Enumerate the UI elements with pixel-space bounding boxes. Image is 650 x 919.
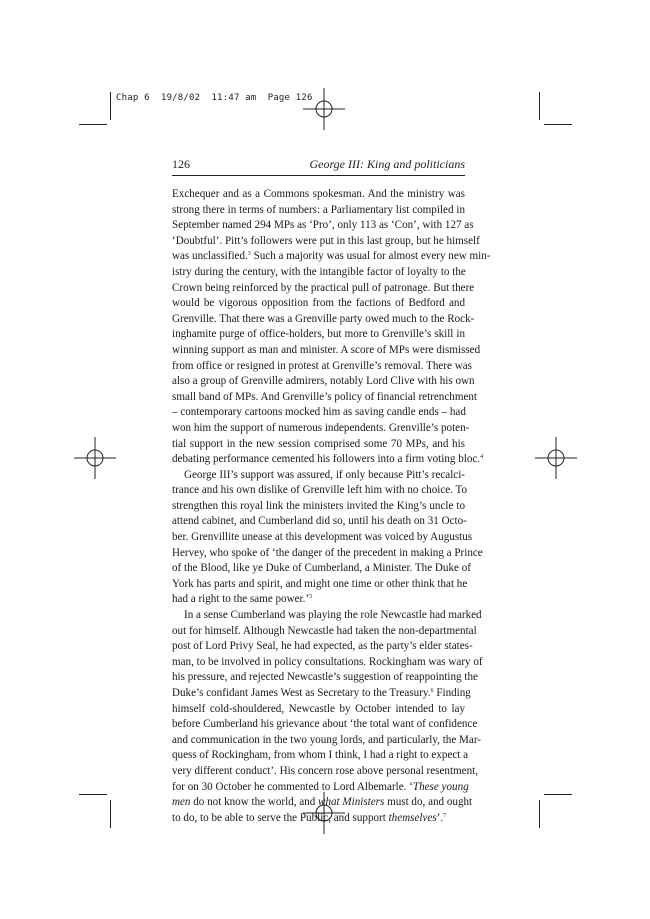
text-line: small band of MPs. And Grenville’s policy of financial retrenchment [172,390,478,403]
crop-mark-bottom-right-horizontal [544,794,572,795]
text-line: winning support as man and minister. A score of MPs were dismissed [172,343,481,356]
footnote-ref-3: 3 [247,251,251,258]
text-line: for on 30 October he commented to Lord Albemarle. ‘These young [172,780,469,793]
crop-mark-bottom-left-horizontal [79,794,107,795]
text-line: George III’s support was assured, if only because Pitt’s recalci- [184,468,465,481]
text-line: of the Blood, like ye Duke of Cumberland, a Minister. The Duke of [172,562,471,575]
text-line: man, to be involved in policy consultations. Rockingham was wary of [172,655,483,668]
paragraph-1 [172,187,491,468]
paragraph-3 [172,608,483,826]
text-line: was unclassified.$^3$ Such a majority was usual for almost every new min- [172,250,491,263]
text-line: men do not know the world, and what Ministers must do, and ought [172,796,473,809]
footnote-ref-7: 7 [443,812,447,819]
text-line: attend cabinet, and Cumberland did so, until his death on 31 Octo- [172,515,467,528]
text-line: quess of Rockingham, from whom I think, I had a right to expect a [172,749,469,762]
crop-mark-top-right-horizontal [544,124,572,125]
text-line: had a right to the same power.’$^5$ [172,593,313,606]
text-line: from office or resigned in protest at Grenville’s removal. There was [172,359,472,372]
body-text [172,187,491,826]
crop-mark-top-left-horizontal [79,124,107,125]
text-line: strong there in terms of numbers: a Parliamentary list compiled in [172,203,465,216]
text-line: Crown being reinforced by the practical pull of patronage. But there [172,281,475,294]
text-line: Exchequer and as a Commons spokesman. And the ministry was [172,188,465,200]
registration-mark-right [535,437,577,479]
text-line: and communication in the two young lords, and particularly, the Mar- [172,733,481,746]
page-number: 126 [172,157,190,171]
text-line: before Cumberland his grievance about ‘the total want of confidence [172,718,478,731]
text-line: ‘Doubtful’. Pitt’s followers were put in this last group, but he himself [172,234,480,247]
footnote-ref-5: 5 [309,594,313,601]
registration-mark-left [74,437,116,479]
text-line: istry during the century, with the intangible factor of loyalty to the [172,265,466,278]
text-line: won him the support of numerous independents. Grenville’s poten- [172,421,470,434]
crop-mark-top-right-vertical [539,92,540,120]
text-line: also a group of Grenville admirers, notably Lord Clive with his own [172,375,475,388]
paragraph-2 [172,468,483,608]
text-line: strengthen this royal link the ministers invited the King’s uncle to [172,499,465,512]
text-line: trance and his own dislike of Grenville left him with no choice. To [172,484,468,497]
text-line: his pressure, and rejected Newcastle’s suggestion of reappointing the [172,671,478,684]
text-line: debating performance cemented his followers into a firm voting bloc.$^4$ [172,453,484,466]
text-line: – contemporary cartoons mocked him as saving candle ends – had [172,406,466,419]
text-line: September named 294 MPs as ‘Pro’, only 113 as ‘Con’, with 127 as [172,219,474,232]
text-line: In a sense Cumberland was playing the role Newcastle had marked [184,609,482,622]
header-rule [172,175,465,176]
running-header [172,157,465,175]
text-line: York has parts and spirit, and might one time or other think that he [172,577,468,590]
footnote-ref-4: 4 [480,454,484,461]
text-line: out for himself. Although Newcastle had taken the non-departmental [172,624,477,637]
text-line: Hervey, who spoke of ‘the danger of the precedent in making a Prince [172,546,483,559]
text-line: Duke’s confidant James West as Secretary to the Treasury.$^6$ Finding [172,687,471,699]
text-line: Grenville. That there was a Grenville party owed much to the Rock- [172,312,475,325]
text-line: to do, to be able to serve the Public, and support themselves’.$^7$ [172,811,447,824]
crop-mark-bottom-left-vertical [110,800,111,828]
text-line: inghamite purge of office-holders, but more to Grenville’s skill in [172,328,465,341]
printer-slug: Chap 6 19/8/02 11:47 am Page 126 [116,93,313,103]
running-title: George III: King and politicians [309,157,465,171]
registration-mark-top [303,88,345,130]
text-line: very different conduct’. His concern rose above personal resentment, [172,764,478,777]
text-line: ber. Grenvillite unease at this development was voiced by Augustus [172,531,473,544]
crop-mark-bottom-right-vertical [539,800,540,828]
text-line: would be vigorous opposition from the factions of Bedford and [172,297,465,310]
text-line: tial support in the new session comprised some 70 MPs, and his [172,437,465,450]
footnote-ref-6: 6 [430,688,434,694]
text-line: post of Lord Privy Seal, he had expected, as the party’s elder states- [172,640,473,653]
crop-mark-top-left-vertical [110,92,111,120]
text-line: himself cold-shouldered, Newcastle by October intended to lay [172,702,465,715]
